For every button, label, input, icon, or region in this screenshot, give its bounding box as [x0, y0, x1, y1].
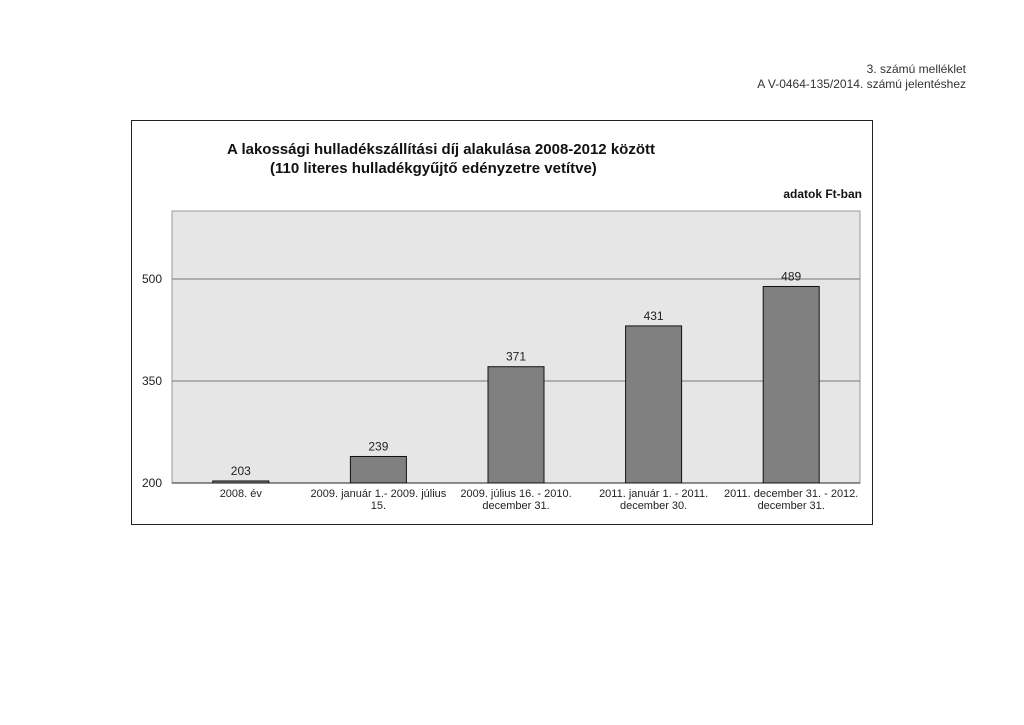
x-tick-line: 2011. január 1. - 2011.: [599, 488, 709, 500]
chart-subtitle: (110 literes hulladékgyűjtő edényzetre vetítve): [270, 160, 597, 177]
data-label-4: 431: [643, 308, 664, 323]
x-tick-label-3: [460, 488, 571, 512]
x-tick-label-5: [724, 488, 858, 512]
x-tick-line: december 30.: [619, 500, 688, 512]
annex-line-1: 3. számú melléklet: [866, 62, 966, 76]
chart-title: A lakossági hulladékszállítási díj alakulása 2008-2012 között: [227, 141, 655, 158]
x-tick-line: 15.: [370, 500, 387, 512]
y-tick-label: 500: [141, 272, 162, 286]
bar-2: [350, 456, 406, 483]
y-tick-label: 350: [141, 374, 162, 388]
x-tick-line: december 31.: [482, 500, 550, 512]
x-tick-line: 2008. év: [219, 488, 262, 500]
bar-3: [488, 367, 544, 483]
x-tick-line: 2009. július 16. - 2010.: [460, 488, 572, 500]
data-label-5: 489: [781, 269, 802, 284]
bar-5: [763, 286, 819, 483]
bar-1: [213, 481, 269, 483]
x-tick-line: december 31.: [757, 500, 825, 512]
bar-4: [626, 326, 682, 483]
y-tick-label: 200: [141, 476, 162, 490]
data-label-2: 239: [368, 439, 389, 454]
x-tick-label-1: [220, 488, 263, 500]
data-label-1: 203: [230, 463, 251, 478]
x-tick-line: 2011. december 31. - 2012.: [724, 488, 859, 500]
data-label-3: 371: [505, 349, 527, 364]
units-note: adatok Ft-ban: [783, 187, 862, 201]
annex-line-2: A V-0464-135/2014. számú jelentéshez: [757, 77, 966, 91]
x-tick-line: 2009. január 1.- 2009. július: [310, 488, 447, 500]
x-tick-label-4: [599, 488, 708, 512]
x-tick-label-2: [311, 488, 447, 512]
